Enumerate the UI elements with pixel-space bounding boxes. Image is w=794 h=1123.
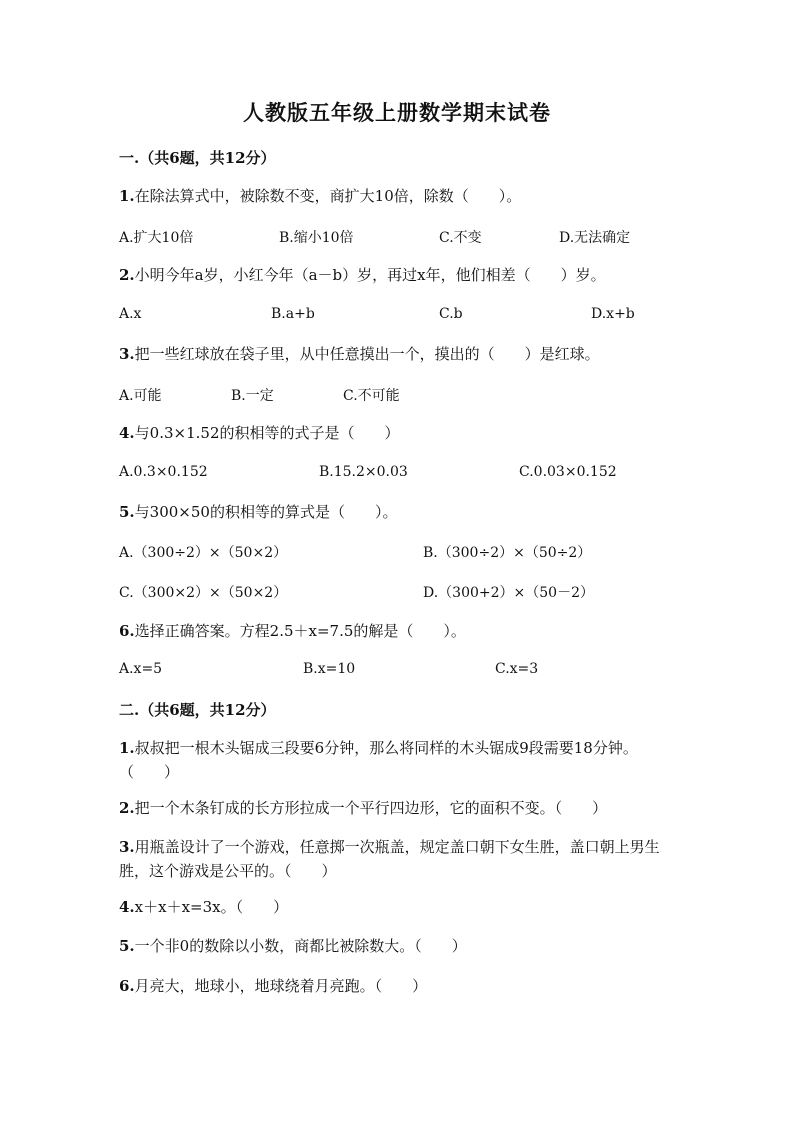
question-number: 1.: [119, 739, 135, 757]
option-c: C.不可能: [343, 388, 400, 404]
option-c: C.不变: [439, 230, 482, 246]
judge-question-6: [119, 974, 679, 998]
question-number: 4.: [119, 424, 135, 442]
option-a: A.（300÷2）×（50×2）: [119, 545, 288, 561]
option-a: A.0.3×0.152: [119, 464, 208, 480]
question-text: x＋x＋x=3x。（ ）: [134, 898, 289, 916]
option-b: B.缩小10倍: [279, 230, 354, 246]
option-a: A.x=5: [119, 661, 163, 677]
question-number: 5.: [119, 503, 135, 521]
option-a: A.可能: [119, 388, 162, 404]
judge-question-5: [119, 934, 679, 958]
section-heading-2: 二.（共6题，共12分）: [119, 701, 276, 719]
judge-question-2: [119, 796, 679, 820]
option-c: C.x=3: [495, 661, 539, 677]
question-text: 与300×50的积相等的算式是（ ）。: [134, 503, 398, 521]
question-number: 2.: [119, 266, 135, 284]
question-text: 叔叔把一根木头锯成三段要6分钟，那么将同样的木头锯成9段需要18分钟。（ ）: [119, 739, 638, 781]
option-d: D.无法确定: [559, 230, 631, 246]
question-number: 6.: [119, 977, 135, 995]
question-number: 3.: [119, 345, 135, 363]
question-text: 月亮大，地球小，地球绕着月亮跑。（ ）: [134, 977, 428, 995]
question-number: 6.: [119, 622, 135, 640]
option-a: A.扩大10倍: [119, 230, 194, 246]
question-text: 一个非0的数除以小数，商都比被除数大。（ ）: [134, 937, 467, 955]
choice-question-2: [119, 263, 679, 287]
option-a: A.x: [119, 306, 142, 322]
choice-question-6: [119, 619, 679, 643]
choice-question-5: [119, 500, 679, 524]
option-b: B.a+b: [271, 306, 315, 322]
option-d: D.（300+2）×（50－2）: [423, 585, 594, 601]
judge-question-1: [119, 736, 679, 784]
choice-question-1: [119, 184, 679, 208]
option-d: D.x+b: [591, 306, 635, 322]
question-number: 2.: [119, 799, 135, 817]
question-number: 4.: [119, 898, 135, 916]
section-heading-1: 一.（共6题，共12分）: [119, 149, 276, 167]
option-c: C.b: [439, 306, 463, 322]
question-text: 把一些红球放在袋子里，从中任意摸出一个，摸出的（ ）是红球。: [134, 345, 600, 363]
question-text: 小明今年a岁，小红今年（a－b）岁，再过x年，他们相差（ ）岁。: [134, 266, 606, 284]
question-text: 把一个木条钉成的长方形拉成一个平行四边形，它的面积不变。（ ）: [134, 799, 608, 817]
question-number: 3.: [119, 838, 135, 856]
question-text: 选择正确答案。方程2.5＋x=7.5的解是（ ）。: [134, 622, 466, 640]
option-c: C.（300×2）×（50×2）: [119, 585, 288, 601]
option-b: B.（300÷2）×（50÷2）: [423, 545, 592, 561]
choice-question-3: [119, 342, 679, 366]
question-text: 与0.3×1.52的积相等的式子是（ ）: [134, 424, 400, 442]
question-number: 5.: [119, 937, 135, 955]
option-b: B.15.2×0.03: [319, 464, 408, 480]
question-number: 1.: [119, 187, 135, 205]
judge-question-3: [119, 835, 679, 883]
exam-title: 人教版五年级上册数学期末试卷: [243, 100, 551, 125]
option-b: B.x=10: [303, 661, 356, 677]
question-text: 用瓶盖设计了一个游戏，任意掷一次瓶盖，规定盖口朝下女生胜，盖口朝上男生胜，这个游戏是公平的。（ ）: [119, 838, 660, 880]
judge-question-4: [119, 895, 679, 919]
question-text: 在除法算式中，被除数不变，商扩大10倍，除数（ ）。: [134, 187, 522, 205]
choice-question-4: [119, 421, 679, 445]
option-c: C.0.03×0.152: [519, 464, 617, 480]
option-b: B.一定: [231, 388, 274, 404]
